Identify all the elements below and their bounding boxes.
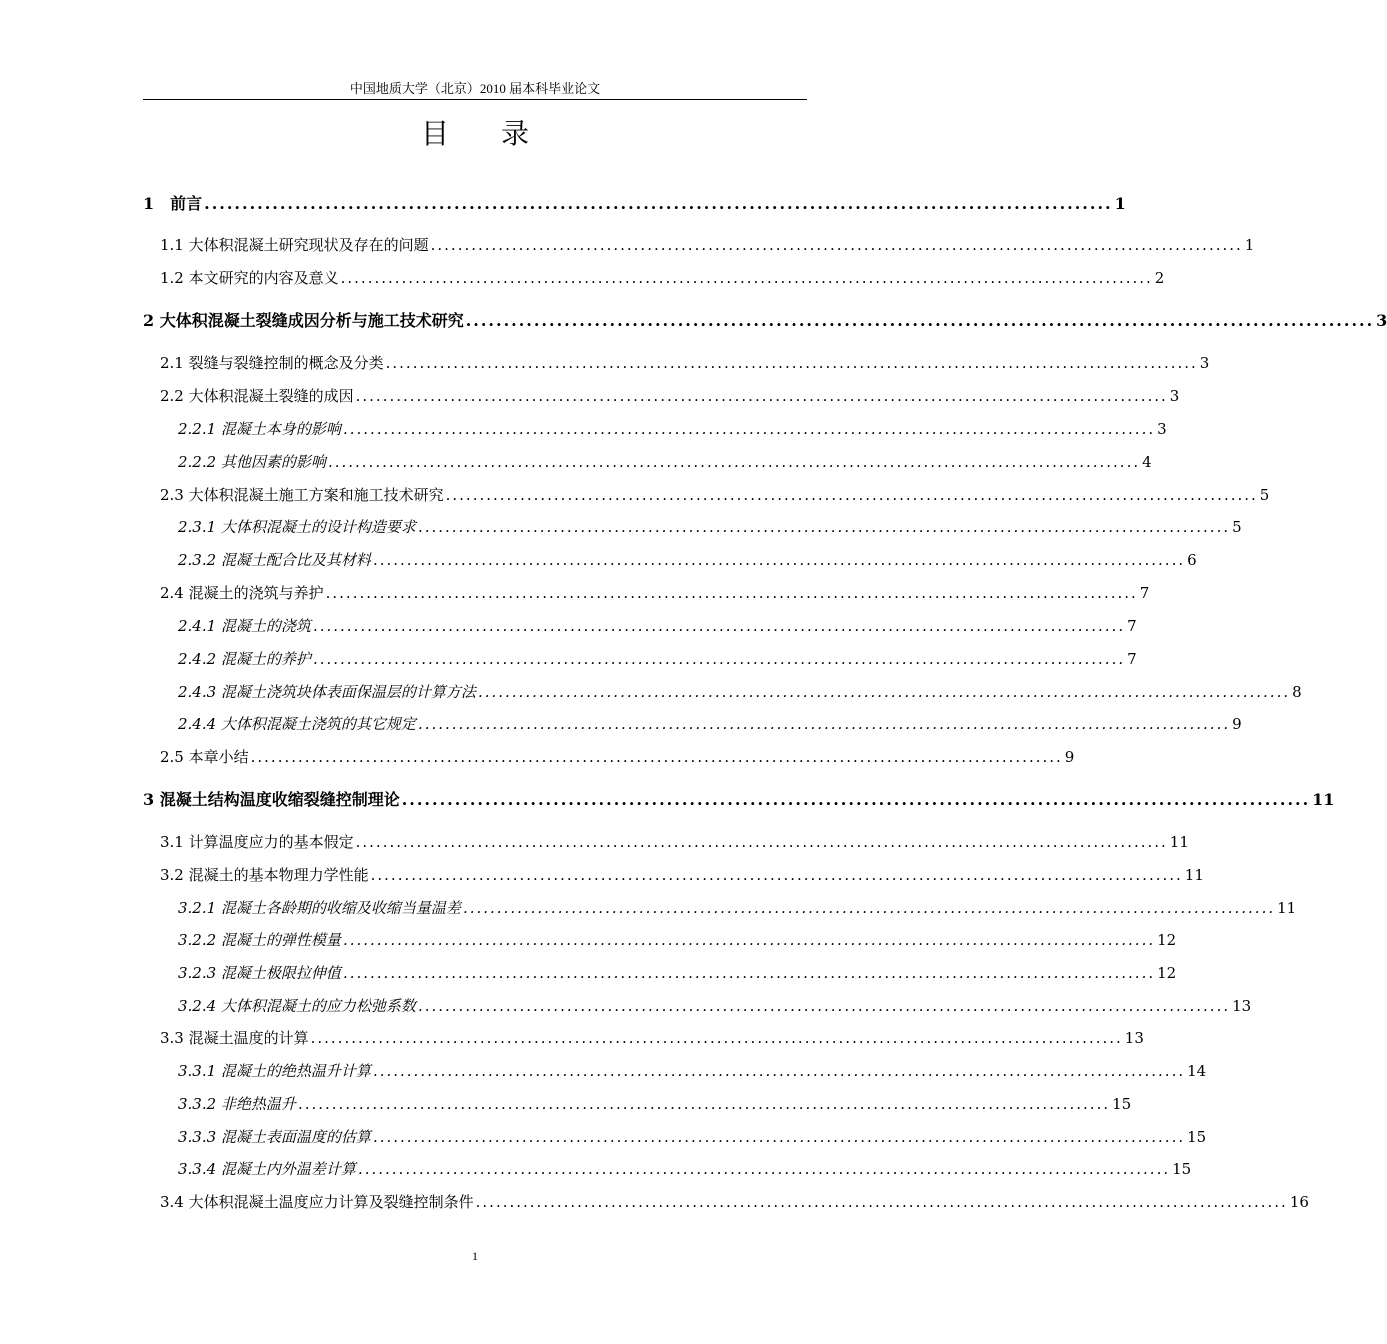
toc-leader-dots: ........................................................................................................................ (327, 453, 1141, 471)
toc-entry-page: 7 (1127, 650, 1137, 668)
toc-entry[interactable] (178, 679, 1302, 705)
toc-leader-dots: ........................................................................................................................ (312, 650, 1126, 668)
toc-entry-page: 8 (1292, 683, 1302, 701)
toc-entry-page: 7 (1127, 617, 1137, 635)
toc-entry-page: 13 (1124, 1029, 1144, 1047)
toc-entry[interactable] (178, 547, 1197, 573)
toc-entry-title: 3.2.2 混凝土的弹性模量 (178, 931, 341, 949)
toc-entry-title: 2.2 大体积混凝土裂缝的成因 (160, 387, 354, 405)
toc-leader-dots: ........................................................................................................................ (417, 518, 1231, 536)
toc-leader-dots: ........................................................................................................................ (417, 715, 1231, 733)
toc-entry-title: 3.3.3 混凝土表面温度的估算 (178, 1128, 371, 1146)
toc-entry-title: 3 混凝土结构温度收缩裂缝控制理论 (143, 790, 400, 809)
toc-leader-dots: ........................................................................................................................ (475, 1193, 1288, 1211)
toc-entry-title: 3.2.3 混凝土极限拉伸值 (178, 964, 341, 982)
toc-entry-page: 7 (1139, 584, 1150, 602)
toc-leader-dots: ........................................................................................................................ (477, 683, 1291, 701)
running-header: 中国地质大学（北京）2010 届本科毕业论文 (349, 81, 601, 96)
toc-entry-title: 1.1 大体积混凝土研究现状及存在的问题 (160, 236, 429, 254)
toc-entry[interactable] (178, 1156, 1192, 1182)
toc-leader-dots: ........................................................................................................................ (342, 420, 1156, 438)
toc-leader-dots: ........................................................................................................................ (385, 354, 1198, 372)
toc-entry[interactable] (178, 449, 1152, 475)
toc-entry[interactable] (178, 613, 1137, 639)
toc-leader-dots: ........................................................................................................................ (401, 790, 1311, 809)
toc-entry-page: 4 (1142, 453, 1152, 471)
toc-entry-title: 3.1 计算温度应力的基本假定 (160, 833, 354, 851)
page-number: 1 (472, 1249, 478, 1263)
toc-leader-dots: ........................................................................................................................ (357, 1160, 1171, 1178)
toc-leader-dots: ........................................................................................................................ (310, 1029, 1123, 1047)
toc-entry-title: 3.3.4 混凝土内外温差计算 (178, 1160, 356, 1178)
toc-leader-dots: ........................................................................................................................ (417, 997, 1231, 1015)
toc-leader-dots: ........................................................................................................................ (204, 194, 1113, 213)
toc-entry[interactable] (178, 646, 1137, 672)
toc-entry[interactable] (178, 895, 1297, 921)
toc-entry[interactable] (160, 350, 1210, 376)
toc-entry[interactable] (143, 308, 1387, 334)
toc-entry-title: 2.4.4 大体积混凝土浇筑的其它规定 (178, 715, 416, 733)
toc-entry-page: 3 (1169, 387, 1180, 405)
toc-entry-page: 11 (1169, 833, 1189, 851)
toc-entry-title: 2.4.3 混凝土浇筑块体表面保温层的计算方法 (178, 683, 476, 701)
toc-entry[interactable] (178, 1091, 1132, 1117)
toc-entry-page: 3 (1376, 311, 1387, 330)
toc-entry[interactable] (178, 416, 1167, 442)
page-title: 目录 (420, 117, 581, 150)
toc-entry[interactable] (160, 232, 1255, 258)
toc-entry-title: 2.4.1 混凝土的浇筑 (178, 617, 311, 635)
toc-leader-dots: ........................................................................................................................ (445, 486, 1258, 504)
toc-entry-page: 3 (1199, 354, 1210, 372)
toc-entry[interactable] (143, 191, 1126, 217)
toc-entry[interactable] (178, 1058, 1207, 1084)
toc-entry-page: 1 (1114, 194, 1126, 213)
toc-leader-dots: ........................................................................................................................ (340, 269, 1153, 287)
toc-leader-dots: ........................................................................................................................ (250, 748, 1063, 766)
header-rule (143, 99, 807, 100)
toc-entry[interactable] (143, 787, 1335, 813)
toc-entry[interactable] (160, 1025, 1144, 1051)
toc-entry[interactable] (178, 927, 1177, 953)
toc-entry[interactable] (160, 580, 1150, 606)
toc-leader-dots: ........................................................................................................................ (372, 1062, 1186, 1080)
toc-entry-page: 2 (1154, 269, 1165, 287)
toc-entry[interactable] (178, 514, 1242, 540)
toc-leader-dots: ........................................................................................................................ (372, 1128, 1186, 1146)
toc-leader-dots: ........................................................................................................................ (370, 866, 1183, 884)
toc-entry-title: 2.2.2 其他因素的影响 (178, 453, 326, 471)
toc-entry-page: 5 (1259, 486, 1270, 504)
toc-entry-page: 16 (1289, 1193, 1309, 1211)
toc-entry-page: 3 (1157, 420, 1167, 438)
toc-entry-title: 2.5 本章小结 (160, 748, 249, 766)
toc-entry-title: 3.2.4 大体积混凝土的应力松弛系数 (178, 997, 416, 1015)
toc-leader-dots: ........................................................................................................................ (462, 899, 1276, 917)
toc-entry-title: 2.1 裂缝与裂缝控制的概念及分类 (160, 354, 384, 372)
toc-leader-dots: ........................................................................................................................ (342, 931, 1156, 949)
toc-entry-title: 2.3 大体积混凝土施工方案和施工技术研究 (160, 486, 444, 504)
toc-leader-dots: ........................................................................................................................ (430, 236, 1243, 254)
toc-entry-title: 2.4 混凝土的浇筑与养护 (160, 584, 324, 602)
toc-entry-title: 3.3.1 混凝土的绝热温升计算 (178, 1062, 371, 1080)
toc-entry-page: 11 (1184, 866, 1204, 884)
toc-entry-title: 2.3.2 混凝土配合比及其材料 (178, 551, 371, 569)
toc-entry-title: 3.3.2 非绝热温升 (178, 1095, 296, 1113)
toc-entry[interactable] (160, 265, 1165, 291)
toc-leader-dots: ........................................................................................................................ (312, 617, 1126, 635)
toc-entry-title: 2.3.1 大体积混凝土的设计构造要求 (178, 518, 416, 536)
toc-entry-page: 6 (1187, 551, 1197, 569)
toc-entry-title: 2 大体积混凝土裂缝成因分析与施工技术研究 (143, 311, 464, 330)
toc-entry-title: 3.3 混凝土温度的计算 (160, 1029, 309, 1047)
toc-entry-title: 3.2 混凝土的基本物理力学性能 (160, 866, 369, 884)
toc-entry[interactable] (178, 1124, 1207, 1150)
toc-entry-page: 12 (1157, 964, 1177, 982)
toc-leader-dots: ........................................................................................................................ (372, 551, 1186, 569)
toc-entry-title: 2.2.1 混凝土本身的影响 (178, 420, 341, 438)
toc-entry-page: 9 (1232, 715, 1242, 733)
toc-entry-page: 14 (1187, 1062, 1207, 1080)
toc-entry[interactable] (178, 993, 1252, 1019)
toc-entry[interactable] (178, 711, 1242, 737)
toc-entry-page: 15 (1187, 1128, 1207, 1146)
toc-entry-page: 5 (1232, 518, 1242, 536)
toc-entry-title: 1.2 本文研究的内容及意义 (160, 269, 339, 287)
toc-entry[interactable] (160, 829, 1189, 855)
toc-entry-page: 11 (1312, 790, 1335, 809)
toc-entry-page: 12 (1157, 931, 1177, 949)
toc-entry-page: 1 (1244, 236, 1255, 254)
toc-entry-page: 9 (1064, 748, 1075, 766)
toc-entry-page: 11 (1277, 899, 1297, 917)
toc-entry[interactable] (178, 960, 1177, 986)
toc-entry[interactable] (160, 482, 1270, 508)
toc-leader-dots: ........................................................................................................................ (342, 964, 1156, 982)
toc-entry-title: 3.4 大体积混凝土温度应力计算及裂缝控制条件 (160, 1193, 474, 1211)
toc-entry-page: 15 (1172, 1160, 1192, 1178)
toc-entry[interactable] (160, 744, 1075, 770)
toc-entry-page: 13 (1232, 997, 1252, 1015)
toc-leader-dots: ........................................................................................................................ (355, 387, 1168, 405)
toc-entry[interactable] (160, 383, 1180, 409)
toc-leader-dots: ........................................................................................................................ (325, 584, 1138, 602)
toc-leader-dots: ........................................................................................................................ (297, 1095, 1111, 1113)
toc-entry-title: 3.2.1 混凝土各龄期的收缩及收缩当量温差 (178, 899, 461, 917)
toc-leader-dots: ........................................................................................................................ (355, 833, 1168, 851)
toc-entry[interactable] (160, 862, 1204, 888)
toc-entry-title: 1 前言 (143, 194, 203, 213)
toc-entry[interactable] (160, 1189, 1309, 1215)
toc-entry-page: 15 (1112, 1095, 1132, 1113)
toc-leader-dots: ........................................................................................................................ (465, 311, 1375, 330)
toc-entry-title: 2.4.2 混凝土的养护 (178, 650, 311, 668)
